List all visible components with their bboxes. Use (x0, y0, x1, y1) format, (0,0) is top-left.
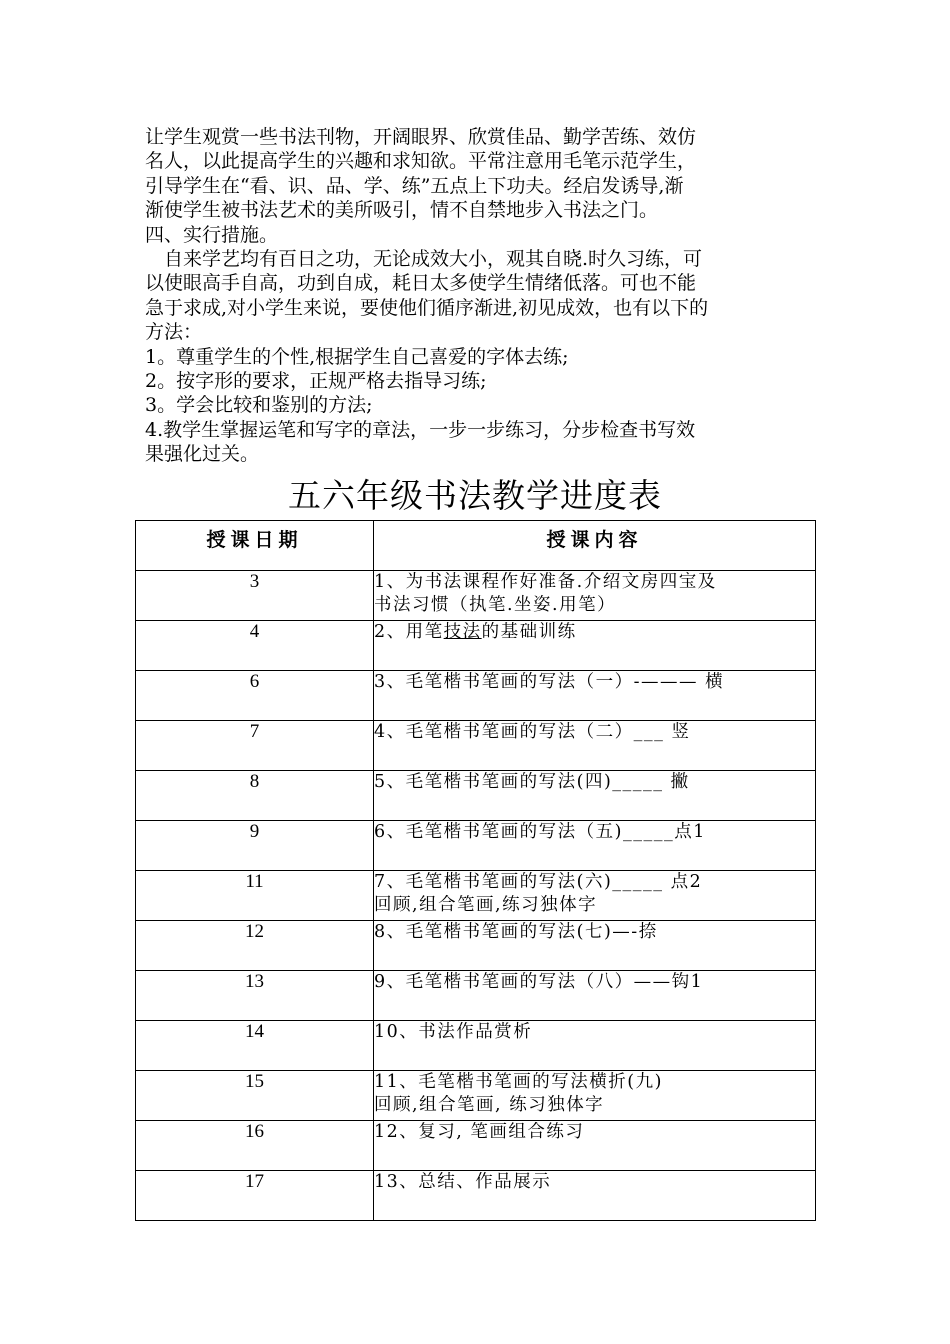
content-cell (374, 871, 816, 921)
content-text: 2、用笔 (374, 622, 444, 642)
schedule-table (135, 520, 816, 1221)
text-line: 以使眼高手自高，功到自成，耗日太多使学生情绪低落。可也不能 (145, 272, 697, 295)
content-line: 书法习惯（执笔.坐姿.用笔） (374, 595, 617, 615)
content-line: 1、为书法课程作好准备.介绍文房四宝及 (374, 572, 717, 592)
content-line: 回顾,组合笔画, 练习独体字 (374, 1095, 605, 1115)
table-row (136, 571, 816, 621)
content-cell (374, 621, 816, 671)
text-line: 急于求成,对小学生来说，要使他们循序渐进,初见成效，也有以下的 (145, 296, 709, 319)
header-content: 授课内容 (374, 521, 816, 571)
date-cell: 8 (136, 771, 374, 821)
method-item: 4.教学生掌握运笔和写字的章法，一步一步练习，分步检查书写效 (145, 418, 696, 441)
content-cell (374, 971, 816, 1021)
content-cell (374, 1171, 816, 1221)
table-row (136, 1021, 816, 1071)
content-line: 4、毛笔楷书笔画的写法（二）___ 竖 (374, 722, 691, 742)
content-cell (374, 721, 816, 771)
date-cell: 6 (136, 671, 374, 721)
content-line: 10、书法作品赏析 (374, 1022, 533, 1042)
table-row (136, 921, 816, 971)
table-title: 五六年级书法教学进度表 (288, 476, 662, 515)
table-row (136, 1171, 816, 1221)
content-line: 3、毛笔楷书笔画的写法（一）-——— 横 (374, 672, 725, 692)
text-line: 引导学生在“看、识、品、学、练”五点上下功夫。经启发诱导,渐 (145, 174, 684, 197)
date-cell: 11 (136, 871, 374, 921)
content-cell (374, 821, 816, 871)
date-cell: 15 (136, 1071, 374, 1121)
content-cell (374, 921, 816, 971)
date-cell: 16 (136, 1121, 374, 1171)
content-line: 9、毛笔楷书笔画的写法（八）——钩1 (374, 972, 704, 992)
method-item: 3。学会比较和鉴别的方法; (145, 394, 373, 417)
table-row (136, 721, 816, 771)
date-cell: 17 (136, 1171, 374, 1221)
content-line: 6、毛笔楷书笔画的写法（五)_____点1 (374, 822, 706, 842)
date-cell: 12 (136, 921, 374, 971)
date-cell: 3 (136, 571, 374, 621)
text-line: 让学生观赏一些书法刊物，开阔眼界、欣赏佳品、勤学苦练、效仿 (145, 126, 697, 148)
table-row (136, 1071, 816, 1121)
content-cell (374, 571, 816, 621)
table-row (136, 671, 816, 721)
intro-paragraph (145, 125, 813, 467)
content-line: 7、毛笔楷书笔画的写法(六)_____ 点2 (374, 872, 703, 892)
content-line: 8、毛笔楷书笔画的写法(七)—-捺 (374, 922, 658, 942)
content-line: 回顾,组合笔画,练习独体字 (374, 895, 598, 915)
content-line: 12、复习, 笔画组合练习 (374, 1122, 585, 1142)
date-cell: 14 (136, 1021, 374, 1071)
date-cell: 13 (136, 971, 374, 1021)
content-cell (374, 1021, 816, 1071)
method-item: 1。尊重学生的个性,根据学生自己喜爱的字体去练; (145, 345, 569, 368)
table-row (136, 821, 816, 871)
date-cell: 7 (136, 721, 374, 771)
text-line: 方法： (145, 321, 203, 344)
content-cell (374, 671, 816, 721)
table-row (136, 771, 816, 821)
table-row (136, 1121, 816, 1171)
text-line: 渐使学生被书法艺术的美所吸引，情不自禁地步入书法之门。 (145, 199, 659, 222)
content-cell (374, 1121, 816, 1171)
date-cell: 4 (136, 621, 374, 671)
table-row (136, 621, 816, 671)
table-row (136, 871, 816, 921)
method-item: 2。按字形的要求，正规严格去指导习练; (145, 370, 487, 393)
header-date: 授课日期 (136, 521, 374, 571)
underlined-text: 技法 (443, 622, 482, 642)
table-header-row (136, 521, 816, 571)
content-text: 的基础训练 (481, 622, 577, 642)
content-line: 5、毛笔楷书笔画的写法(四)_____ 撇 (374, 772, 690, 792)
date-cell: 9 (136, 821, 374, 871)
table-row (136, 971, 816, 1021)
content-line (374, 621, 815, 644)
text-line: 自来学艺均有百日之功，无论成效大小，观其自晓.时久习练，可 (145, 248, 703, 271)
content-cell (374, 1071, 816, 1121)
content-cell (374, 771, 816, 821)
content-line: 13、总结、作品展示 (374, 1172, 552, 1192)
content-line: 11、毛笔楷书笔画的写法横折(九) (374, 1072, 663, 1092)
method-item: 果强化过关。 (145, 443, 260, 466)
section-heading: 四、实行措施。 (145, 223, 279, 246)
text-line: 名人，以此提高学生的兴趣和求知欲。平常注意用毛笔示范学生， (145, 150, 697, 173)
